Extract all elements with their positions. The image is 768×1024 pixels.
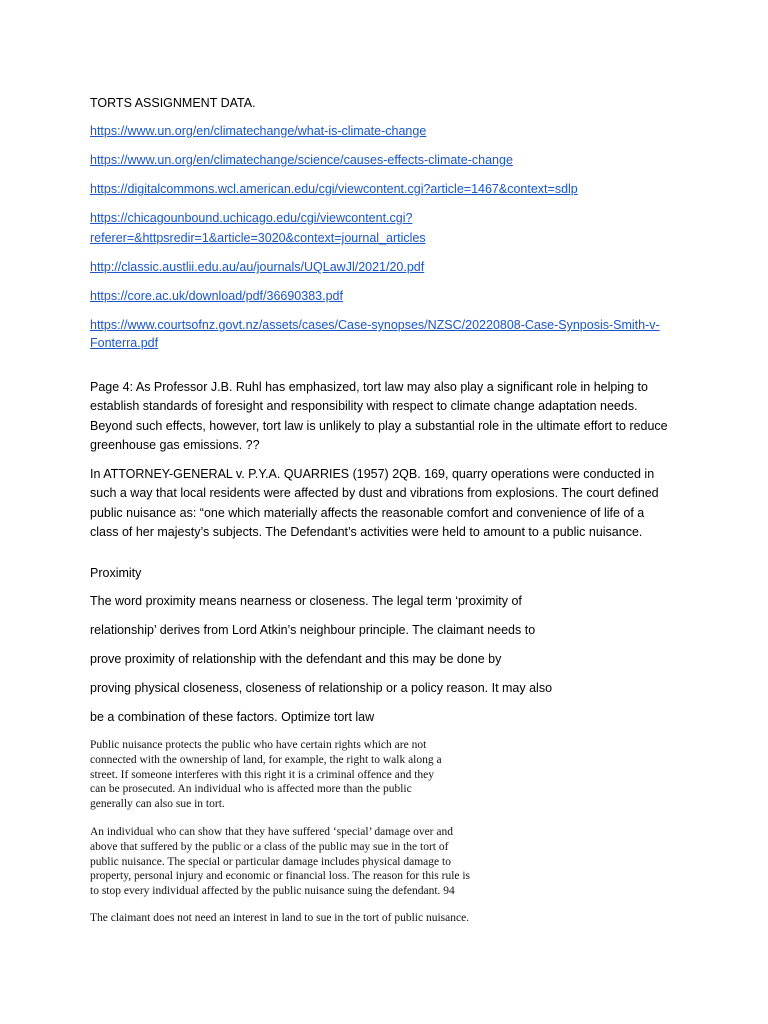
proximity-line: proving physical closeness, closeness of relationship or a policy reason. It may also	[90, 681, 553, 695]
proximity-line: The word proximity means nearness or closeness. The legal term ‘proximity of	[90, 594, 522, 608]
text-line: can be prosecuted. An individual who is affected more than the public	[90, 783, 412, 796]
link-digitalcommons[interactable]: https://digitalcommons.wcl.american.edu/cgi/viewcontent.cgi?article=1467&context=sdlp	[90, 182, 578, 196]
page4-paragraph: Page 4: As Professor J.B. Ruhl has emphasized, tort law may also play a significant role in helping to establish standards of foresight and responsibility with respect to climate change adaptation needs. Beyond such effects, however, tort law is unlikely to play a substantial role in the ultimate effort to reduce greenhouse gas emissions. ??	[90, 380, 668, 452]
proximity-line: be a combination of these factors. Optimize tort law	[90, 710, 375, 724]
text-line: public nuisance. The special or particular damage includes physical damage to	[90, 855, 451, 868]
text-line: street. If someone interferes with this right it is a criminal offence and they	[90, 768, 435, 781]
proximity-line: relationship’ derives from Lord Atkin’s neighbour principle. The claimant needs to	[90, 623, 536, 637]
special-damage-block	[90, 825, 550, 899]
text-line: An individual who can show that they have suffered ‘special’ damage over and	[90, 826, 453, 838]
link-courtsofnz-line2[interactable]: Fonterra.pdf	[90, 336, 159, 350]
text-line: generally can also sue in tort.	[90, 798, 225, 811]
attorney-general-paragraph: In ATTORNEY-GENERAL v. P.Y.A. QUARRIES (1957) 2QB. 169, quarry operations were conducted in such a way that local residents were affected by dust and vibrations from explosions. The court defined public nuisance as: “one which materially affects the reasonable comfort and convenience of life of a class of her majesty’s subjects. The Defendant’s activities were held to amount to a public nuisance.	[90, 467, 659, 539]
link-causes-effects[interactable]: https://www.un.org/en/climatechange/science/causes-effects-climate-change	[90, 153, 513, 167]
link-climate-change[interactable]: https://www.un.org/en/climatechange/what-is-climate-change	[90, 124, 427, 138]
link-chicagounbound-line1[interactable]: https://chicagounbound.uchicago.edu/cgi/viewcontent.cgi?	[90, 211, 413, 225]
document-title: TORTS ASSIGNMENT DATA.	[90, 96, 256, 110]
text-line: above that suffered by the public or a class of the public may sue in the tort of	[90, 840, 449, 853]
text-line: Public nuisance protects the public who have certain rights which are not	[90, 739, 427, 751]
text-line: to stop every individual affected by the public nuisance suing the defendant. 94	[90, 885, 455, 898]
public-nuisance-block	[90, 738, 510, 812]
link-austlii[interactable]: http://classic.austlii.edu.au/au/journals/UQLawJl/2021/20.pdf	[90, 260, 425, 274]
proximity-heading: Proximity	[90, 566, 142, 580]
text-line: connected with the ownership of land, for example, the right to walk along a	[90, 753, 442, 766]
proximity-line: prove proximity of relationship with the defendant and this may be done by	[90, 652, 502, 666]
claimant-interest-line: The claimant does not need an interest in land to sue in the tort of public nuisance.	[90, 912, 470, 924]
link-core-ac-uk[interactable]: https://core.ac.uk/download/pdf/36690383.pdf	[90, 289, 343, 303]
text-line: property, personal injury and economic or financial loss. The reason for this rule is	[90, 870, 471, 883]
link-chicagounbound-line2[interactable]: referer=&httpsredir=1&article=3020&context=journal_articles	[90, 231, 426, 245]
link-courtsofnz-line1[interactable]: https://www.courtsofnz.govt.nz/assets/cases/Case-synopses/NZSC/20220808-Case-Synposis-Smith-v-	[90, 318, 660, 332]
